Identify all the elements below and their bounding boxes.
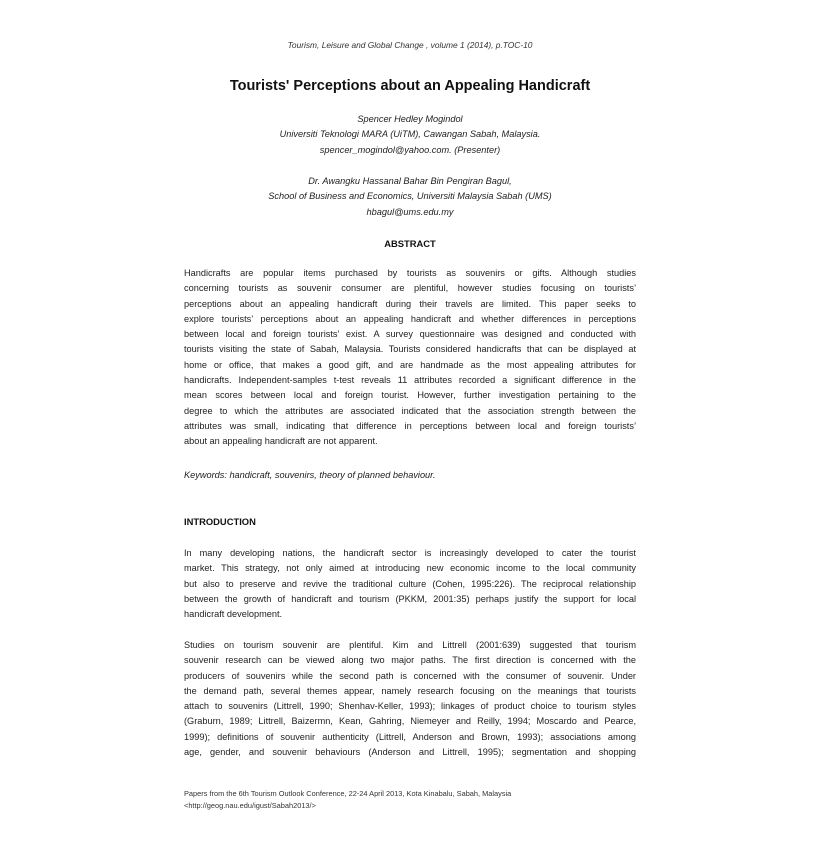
paragraph-line: attach to souvenirs (Littrell, 1990; Shenhav-Keller, 1993); linkages of product choice to tourism styles	[184, 701, 636, 712]
introduction-paragraph-1	[184, 546, 636, 622]
paragraph-line: the demand path, several themes appear, namely research focusing on the meanings that tourists	[184, 685, 636, 696]
introduction-heading: INTRODUCTION	[184, 516, 256, 527]
introduction-paragraph-2	[184, 638, 636, 760]
author-2-name: Dr. Awangku Hassanal Bahar Bin Pengiran Bagul,	[308, 176, 512, 186]
paragraph-line: producers of souvenirs while the second path is concerned with the consumer of souvenir. Under	[184, 670, 636, 681]
abstract-line: about an appealing handicraft are not apparent.	[184, 436, 378, 447]
abstract-line: explore tourists’ perceptions about an appealing handicraft and whether differences in perceptions	[184, 313, 636, 324]
paragraph-line: age, gender, and souvenir behaviours (Anderson and Littrell, 1995); segmentation and shopping	[184, 747, 636, 758]
paragraph-line: handicraft development.	[184, 609, 283, 620]
paragraph-line: (Graburn, 1989; Littrell, Baizermn, Kean, Gahring, Niemeyer and Reilly, 1994; Moscardo and Pearce,	[184, 716, 636, 727]
abstract-line: home or office, that makes a good gift, and are handmade as the most appealing attributes for	[184, 359, 636, 370]
author-2-email: hbagul@ums.edu.my	[366, 206, 454, 217]
abstract-line: between local and foreign tourists’ exist. A survey questionnaire was designed and conducted with	[184, 329, 636, 340]
author-2-affiliation: School of Business and Economics, Universiti Malaysia Sabah (UMS)	[268, 191, 552, 202]
abstract-line: attributes was small, indicating that difference in perceptions between local and foreign tourists’	[184, 420, 636, 431]
abstract-body	[184, 266, 636, 450]
paragraph-line: but also to preserve and revive the traditional culture (Cohen, 1995:226). The reciprocal relationship	[184, 578, 636, 589]
author-1-name: Spencer Hedley Mogindol	[357, 114, 463, 124]
paragraph-line: Studies on tourism souvenir are plentiful. Kim and Littrell (2001:639) suggested that tourism	[184, 640, 636, 650]
page-footer	[184, 788, 511, 812]
footer-conference: Papers from the 6th Tourism Outlook Conference, 22-24 April 2013, Kota Kinabalu, Sabah, Malaysia	[184, 789, 512, 798]
author-2	[0, 174, 820, 220]
paragraph-line: souvenir research can be viewed along two major paths. The first direction is concerned with the	[184, 655, 636, 666]
author-1-affiliation: Universiti Teknologi MARA (UiTM), Cawangan Sabah, Malaysia.	[279, 129, 541, 140]
abstract-line: degree to which the attributes are associated indicated that the association strength between the	[184, 405, 636, 416]
abstract-line: Handicrafts are popular items purchased by tourists as souvenirs or gifts. Although studies	[184, 268, 636, 278]
paragraph-line: between the growth of handicraft and tourism (PKKM, 2001:35) perhaps justify the support for local	[184, 593, 636, 604]
journal-reference: Tourism, Leisure and Global Change , volume 1 (2014), p.TOC-10	[287, 40, 533, 50]
footer-url: <http://geog.nau.edu/igust/Sabah2013/>	[184, 801, 316, 810]
paragraph-line: 1999); definitions of souvenir authenticity (Littrell, Anderson and Brown, 1993); associations among	[184, 731, 636, 742]
abstract-line: tourists visiting the state of Sabah, Malaysia. Tourists considered handicrafts that can be displayed at	[184, 344, 636, 355]
abstract-heading: ABSTRACT	[384, 238, 436, 249]
abstract-line: perceptions about an appealing handicraft during their travels are limited. This paper seeks to	[184, 298, 636, 309]
abstract-line: mean scores between local and foreign tourist. However, further investigation pertaining to the	[184, 390, 636, 401]
paragraph-line: market. This strategy, not only aimed at introducing new economic income to the local community	[184, 563, 636, 574]
author-1	[0, 112, 820, 158]
paper-title: Tourists' Perceptions about an Appealing Handicraft	[229, 78, 591, 94]
abstract-line: concerning tourists as souvenir consumer are plentiful, however studies focusing on tourists’	[184, 283, 636, 294]
abstract-line: handicrafts. Independent-samples t-test reveals 11 attributes recorded a significant difference in the	[184, 375, 636, 386]
paragraph-line: In many developing nations, the handicraft sector is increasingly developed to cater the tourist	[184, 548, 636, 558]
keywords: Keywords: handicraft, souvenirs, theory of planned behaviour.	[184, 470, 436, 480]
author-1-email: spencer_mogindol@yahoo.com. (Presenter)	[319, 144, 501, 155]
